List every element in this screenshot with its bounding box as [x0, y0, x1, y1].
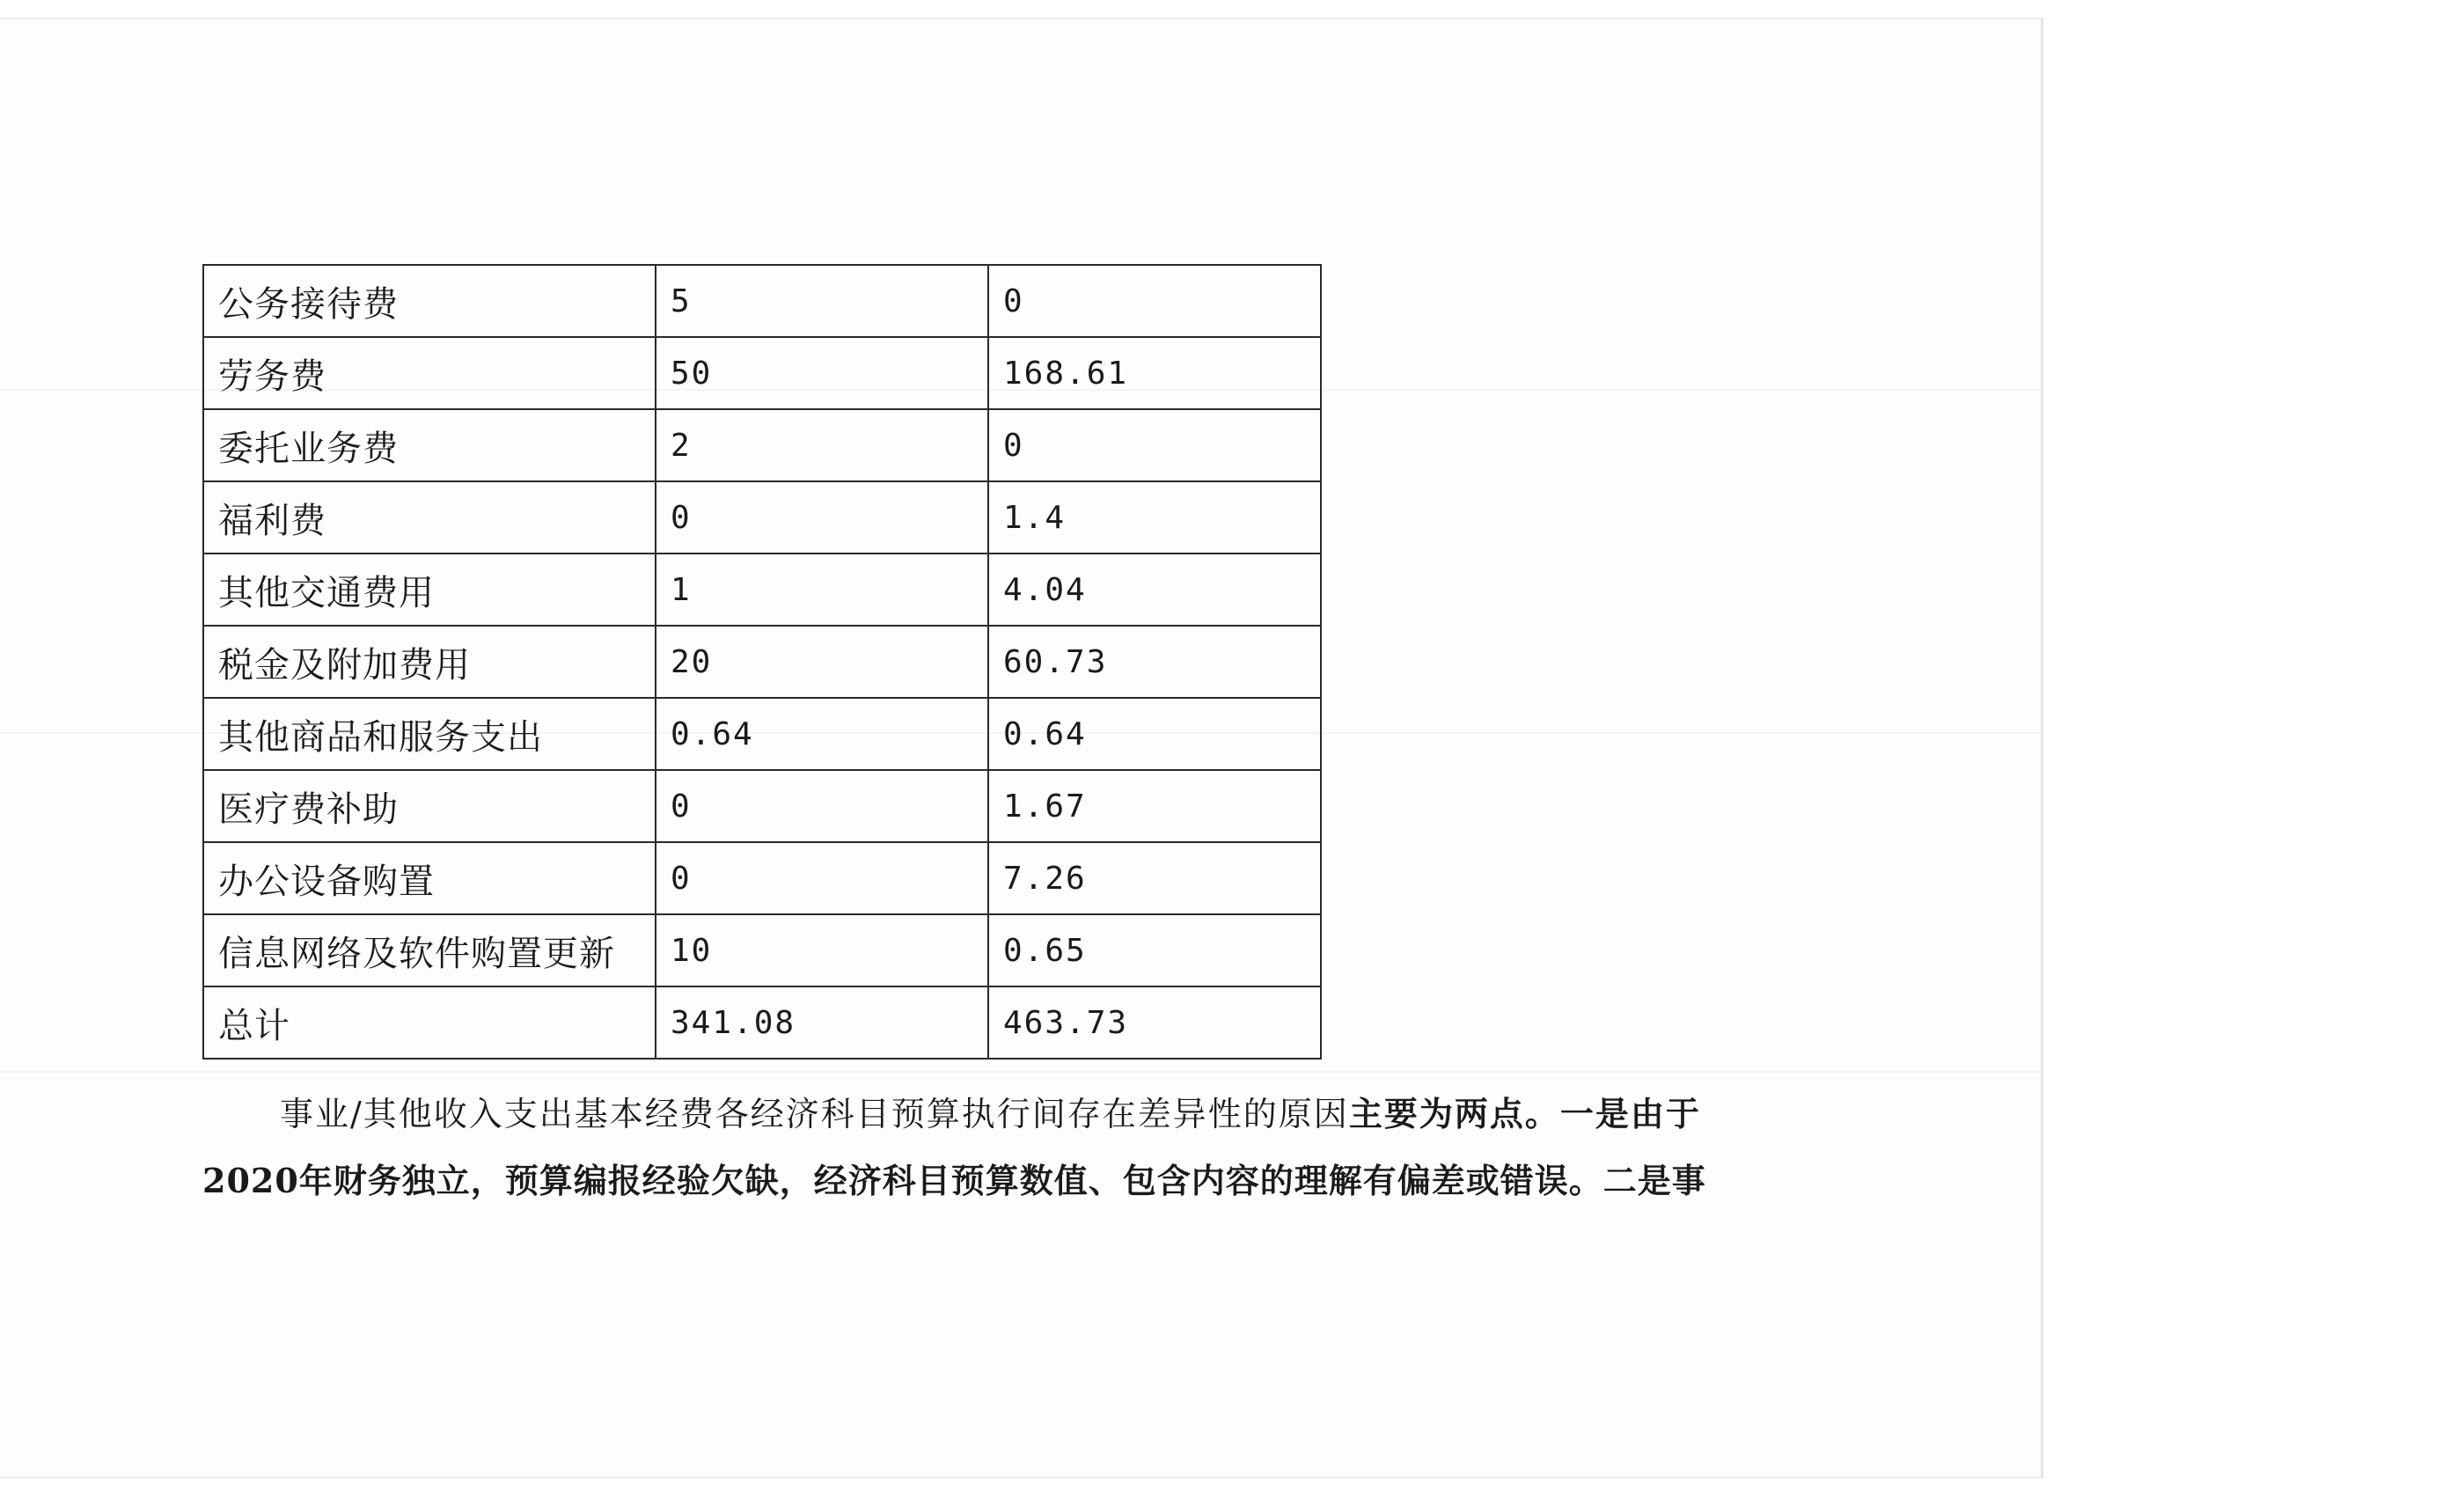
item-name-cell: 劳务费 — [203, 337, 656, 409]
table-row — [203, 409, 1321, 481]
budget-value-cell: 20 — [656, 626, 988, 698]
table-row — [203, 770, 1321, 842]
table-row — [203, 842, 1321, 914]
table-row — [203, 481, 1321, 554]
budget-value-cell: 0 — [656, 481, 988, 554]
table-row-total — [203, 986, 1321, 1059]
table-row — [203, 626, 1321, 698]
table-row — [203, 914, 1321, 986]
budget-value-cell: 50 — [656, 337, 988, 409]
item-name-cell: 其他交通费用 — [203, 554, 656, 626]
item-name-cell: 信息网络及软件购置更新 — [203, 914, 656, 986]
table-row — [203, 698, 1321, 770]
item-name-cell: 公务接待费 — [203, 265, 656, 337]
budget-value-cell: 2 — [656, 409, 988, 481]
budget-value-cell: 0.64 — [656, 698, 988, 770]
total-budget-cell: 341.08 — [656, 986, 988, 1059]
budget-table-body — [203, 265, 1321, 1059]
budget-value-cell: 0 — [656, 770, 988, 842]
table-row — [203, 554, 1321, 626]
item-name-cell: 福利费 — [203, 481, 656, 554]
actual-value-cell: 1.4 — [988, 481, 1321, 554]
item-name-cell: 医疗费补助 — [203, 770, 656, 842]
actual-value-cell: 0 — [988, 409, 1321, 481]
paragraph-text-normal: 事业/其他收入支出基本经费各经济科目预算执行间存在差异性的原因 — [280, 1095, 1349, 1133]
budget-value-cell: 1 — [656, 554, 988, 626]
budget-value-cell: 10 — [656, 914, 988, 986]
budget-value-cell: 0 — [656, 842, 988, 914]
actual-value-cell: 0.65 — [988, 914, 1321, 986]
paragraph-text-bold: 主要为两点。一是由于 — [1348, 1094, 1701, 1133]
explanation-paragraph-line-1 — [202, 1081, 1857, 1148]
actual-value-cell: 4.04 — [988, 554, 1321, 626]
actual-value-cell: 1.67 — [988, 770, 1321, 842]
actual-value-cell: 168.61 — [988, 337, 1321, 409]
actual-value-cell: 0.64 — [988, 698, 1321, 770]
budget-table — [202, 264, 1322, 1060]
table-row — [203, 337, 1321, 409]
explanation-paragraph-line-2: 2020年财务独立，预算编报经验欠缺，经济科目预算数值、包含内容的理解有偏差或错误。二是事 — [202, 1161, 1706, 1200]
actual-value-cell: 7.26 — [988, 842, 1321, 914]
budget-table-container — [202, 264, 1322, 1060]
item-name-cell: 办公设备购置 — [203, 842, 656, 914]
item-name-cell: 其他商品和服务支出 — [203, 698, 656, 770]
total-actual-cell: 463.73 — [988, 986, 1321, 1059]
table-row — [203, 265, 1321, 337]
scan-streak — [0, 1071, 2040, 1073]
item-name-cell: 税金及附加费用 — [203, 626, 656, 698]
actual-value-cell: 60.73 — [988, 626, 1321, 698]
total-label-cell: 总计 — [203, 986, 656, 1059]
item-name-cell: 委托业务费 — [203, 409, 656, 481]
actual-value-cell: 0 — [988, 265, 1321, 337]
budget-value-cell: 5 — [656, 265, 988, 337]
